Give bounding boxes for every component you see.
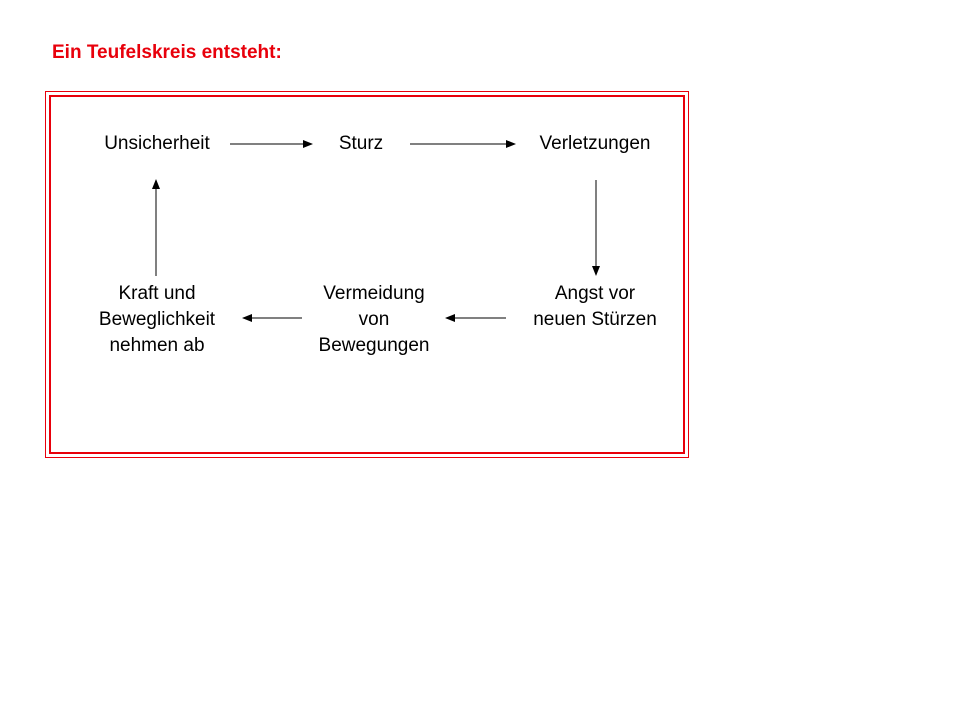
- node-label-line: Bewegungen: [318, 335, 430, 356]
- node-label-line: von: [358, 309, 390, 330]
- node-label-line: Sturz: [338, 133, 384, 154]
- page-title: Ein Teufelskreis entsteht:: [52, 42, 282, 63]
- node-label-line: nehmen ab: [109, 335, 205, 356]
- node-label-line: Vermeidung: [323, 283, 425, 304]
- node-label-line: neuen Stürzen: [533, 309, 657, 330]
- node-label-line: Verletzungen: [539, 133, 651, 154]
- node-label-line: Unsicherheit: [104, 133, 210, 154]
- node-label-line: Beweglichkeit: [98, 309, 216, 330]
- node-label-line: Kraft und: [118, 283, 196, 304]
- node-label-line: Angst vor: [554, 283, 636, 304]
